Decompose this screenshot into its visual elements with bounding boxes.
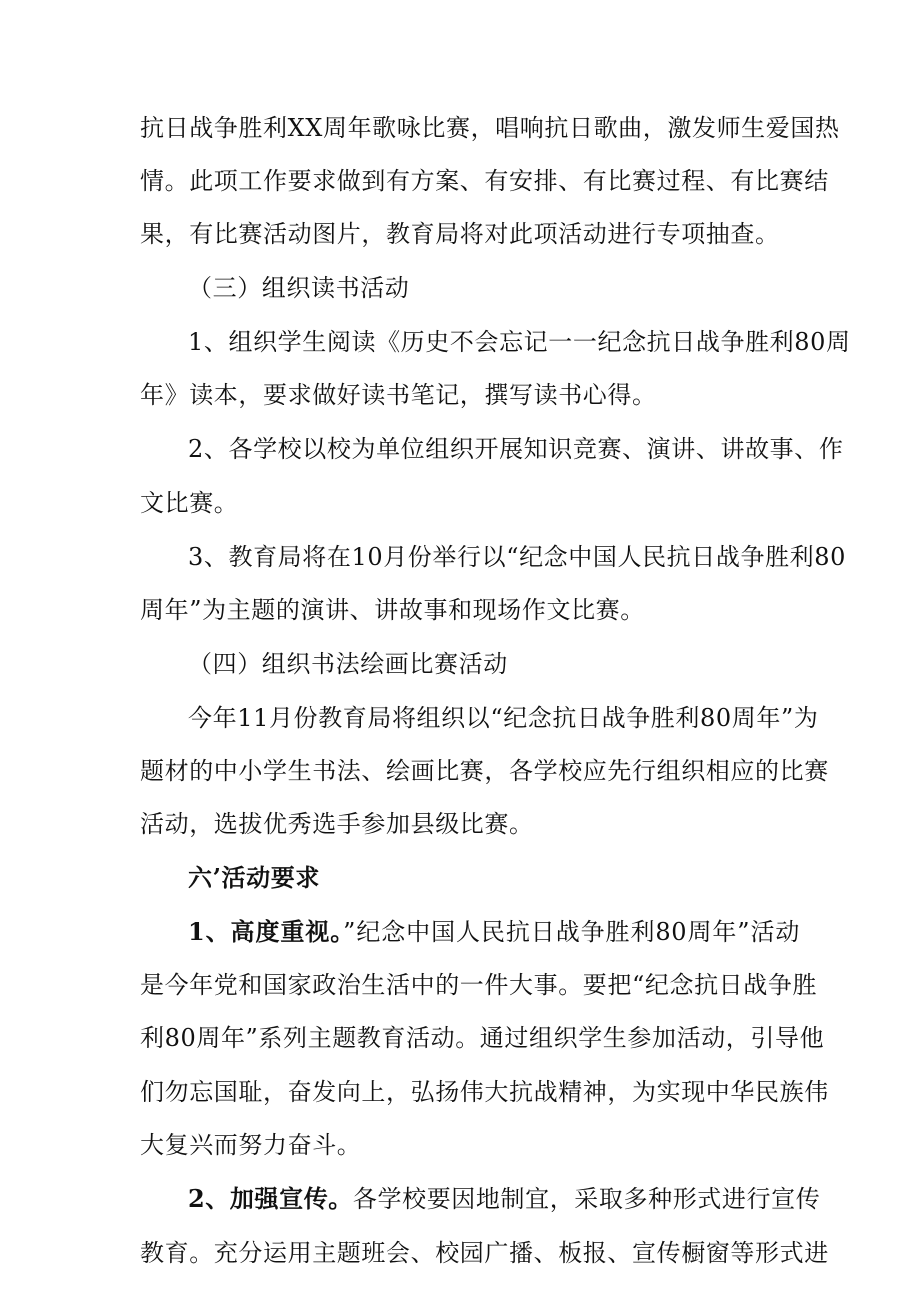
paragraph-text: ”纪念中国人民抗日战争胜利80周年”活动: [343, 918, 801, 946]
paragraph-line: 情。此项工作要求做到有方案、有安排、有比赛过程、有比赛结: [140, 167, 829, 195]
paragraph-text: 各学校要因地制宜，采取多种形式进行宣传: [352, 1185, 821, 1213]
paragraph-line: 教育。充分运用主题班会、校园广播、板报、宣传橱窗等形式进: [140, 1239, 829, 1267]
section-heading: （四）组织书法绘画比赛活动: [188, 650, 508, 678]
paragraph-line: 果，有比赛活动图片，教育局将对此项活动进行专项抽查。: [140, 220, 780, 248]
paragraph-line: 利80周年”系列主题教育活动。通过组织学生参加活动，引导他: [140, 1024, 825, 1052]
paragraph-line: [188, 1182, 821, 1216]
section-heading: （三）组织读书活动: [188, 274, 410, 302]
paragraph-line: 周年”为主题的演讲、讲故事和现场作文比赛。: [140, 596, 645, 624]
paragraph-line: 2、各学校以校为单位组织开展知识竞赛、演讲、讲故事、作: [188, 435, 844, 463]
paragraph-line: 题材的中小学生书法、绘画比赛，各学校应先行组织相应的比赛: [140, 757, 829, 785]
paragraph-line: 是今年党和国家政治生活中的一件大事。要把“纪念抗日战争胜: [140, 971, 818, 999]
section-heading: 六’活动要求: [188, 863, 320, 892]
paragraph-line: 今年11月份教育局将组织以“纪念抗日战争胜利80周年”为: [188, 704, 819, 732]
paragraph-line: 抗日战争胜利XX周年歌咏比赛，唱响抗日歌曲，激发师生爱国热: [140, 114, 840, 142]
paragraph-line: 文比赛。: [140, 489, 239, 517]
paragraph-line: 大复兴而努力奋斗。: [140, 1131, 362, 1159]
paragraph-lead: 1、高度重视。: [188, 917, 344, 946]
paragraph-line: 年》读本，要求做好读书笔记，撰写读书心得。: [140, 381, 657, 409]
paragraph-line: [188, 915, 800, 949]
paragraph-line: 3、教育局将在10月份举行以“纪念中国人民抗日战争胜利80: [188, 543, 847, 571]
paragraph-line: 们勿忘国耻，奋发向上，弘扬伟大抗战精神，为实现中华民族伟: [140, 1078, 829, 1106]
paragraph-line: 活动，选拔优秀选手参加县级比赛。: [140, 810, 534, 838]
paragraph-line: 1、组织学生阅读《历史不会忘记一一纪念抗日战争胜利80周: [188, 328, 851, 356]
paragraph-lead: 2、加强宣传。: [188, 1184, 353, 1213]
